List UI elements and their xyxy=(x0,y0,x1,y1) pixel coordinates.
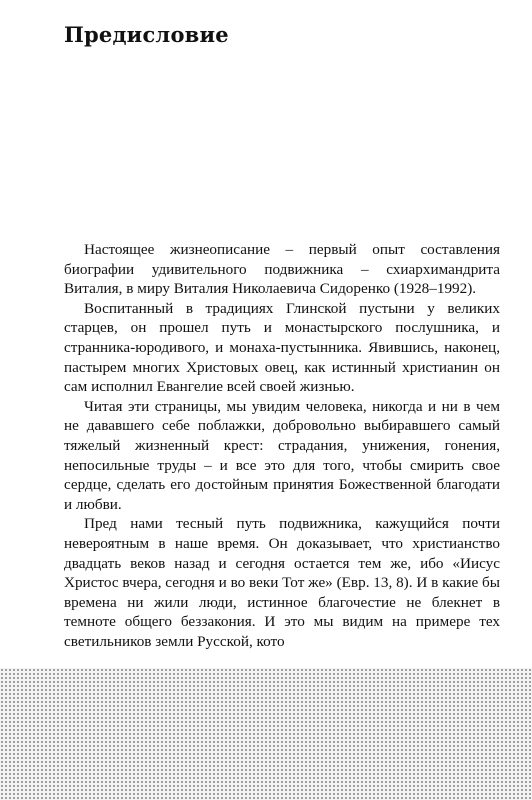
paragraph-2: Воспитанный в традициях Глинской пустыни у великих старцев, он прошел путь и монастырского послушника, и странника-юродивого, и монаха-пустынника. Явившись, наконец, пастырем многих Христовых овец, как истинный христианин он сам исполнил Евангелие всей своей жизнью. xyxy=(64,299,500,396)
page-title: Предисловие xyxy=(64,22,229,47)
scan-dither-overlay xyxy=(0,668,532,800)
paragraph-3: Читая эти страницы, мы увидим человека, никогда и ни в чем не дававшего себе поблажки, добровольно выбиравшего самый тяжелый жизненный крест: страдания, унижения, гонения, непосильные труды – и все это для того, чтобы смирить свое сердце, сделать его достойным принятия Божественной благодати и любви. xyxy=(64,397,500,513)
paragraph-1: Настоящее жизнеописание – первый опыт составления биографии удивительного подвижника – схиархимандрита Виталия, в миру Виталия Николаевича Сидоренко (1928–1992). xyxy=(64,241,500,298)
paragraph-4: Пред нами тесный путь подвижника, кажущийся почти невероятным в наше время. Он доказывает, что христианство двадцать веков назад и сегодня остается тем же, ибо «Иисус Христос вчера, сегодня и во веки Тот же» (Евр. 13, 8). И в какие бы времена ни жили люди, истинное благочестие не блекнет в темноте общего беззакония. И это мы видим на примере тех светильников земли Русской, кото xyxy=(64,515,500,650)
body-text xyxy=(64,240,500,651)
